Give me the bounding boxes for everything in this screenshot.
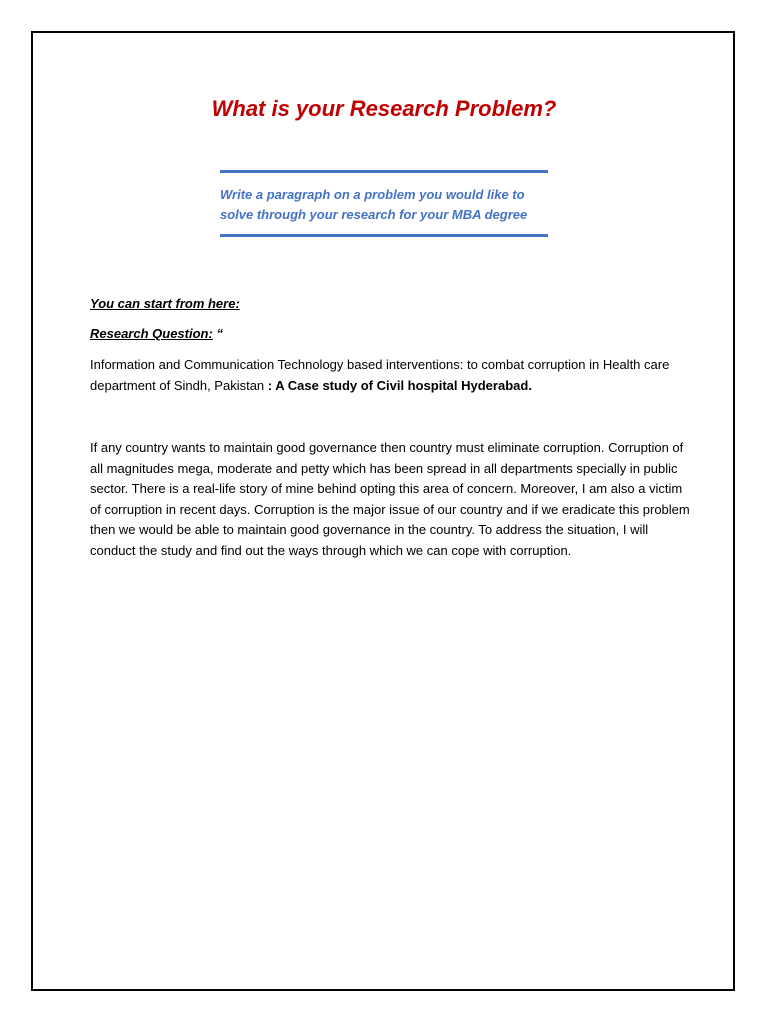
instruction-text: Write a paragraph on a problem you would like to solve through your research for your MBA degree	[220, 187, 528, 222]
instruction-top-rule	[220, 170, 548, 173]
start-label-text: You can start from here:	[90, 296, 240, 311]
research-question-text	[90, 355, 690, 396]
research-question-case-study: : A Case study of Civil hospital Hyderabad.	[267, 377, 532, 393]
research-question-open-quote: “	[212, 326, 223, 341]
research-question-label	[90, 325, 223, 343]
instruction-bottom-rule	[220, 234, 548, 237]
body-paragraph: If any country wants to maintain good governance then country must eliminate corruption. Corruption of all magnitudes mega, moderate and petty which has been spread in all departments specially in public sector. There is a real-life story of mine behind opting this area of concern. Moreover, I am also a victim of corruption in recent days. Corruption is the major issue of our country and if we eradicate this problem then we would be able to maintain good governance in the country. To address the situation, I will conduct the study and find out the ways through which we can cope with corruption.	[90, 440, 690, 558]
page-title: What is your Research Problem?	[211, 96, 557, 121]
research-question-label-text: Research Question:	[90, 326, 213, 341]
research-question-main: Information and Communication Technology based interventions: to combat corruption in Health care department of Sindh, Pakistan	[90, 357, 670, 393]
start-label	[90, 295, 240, 313]
